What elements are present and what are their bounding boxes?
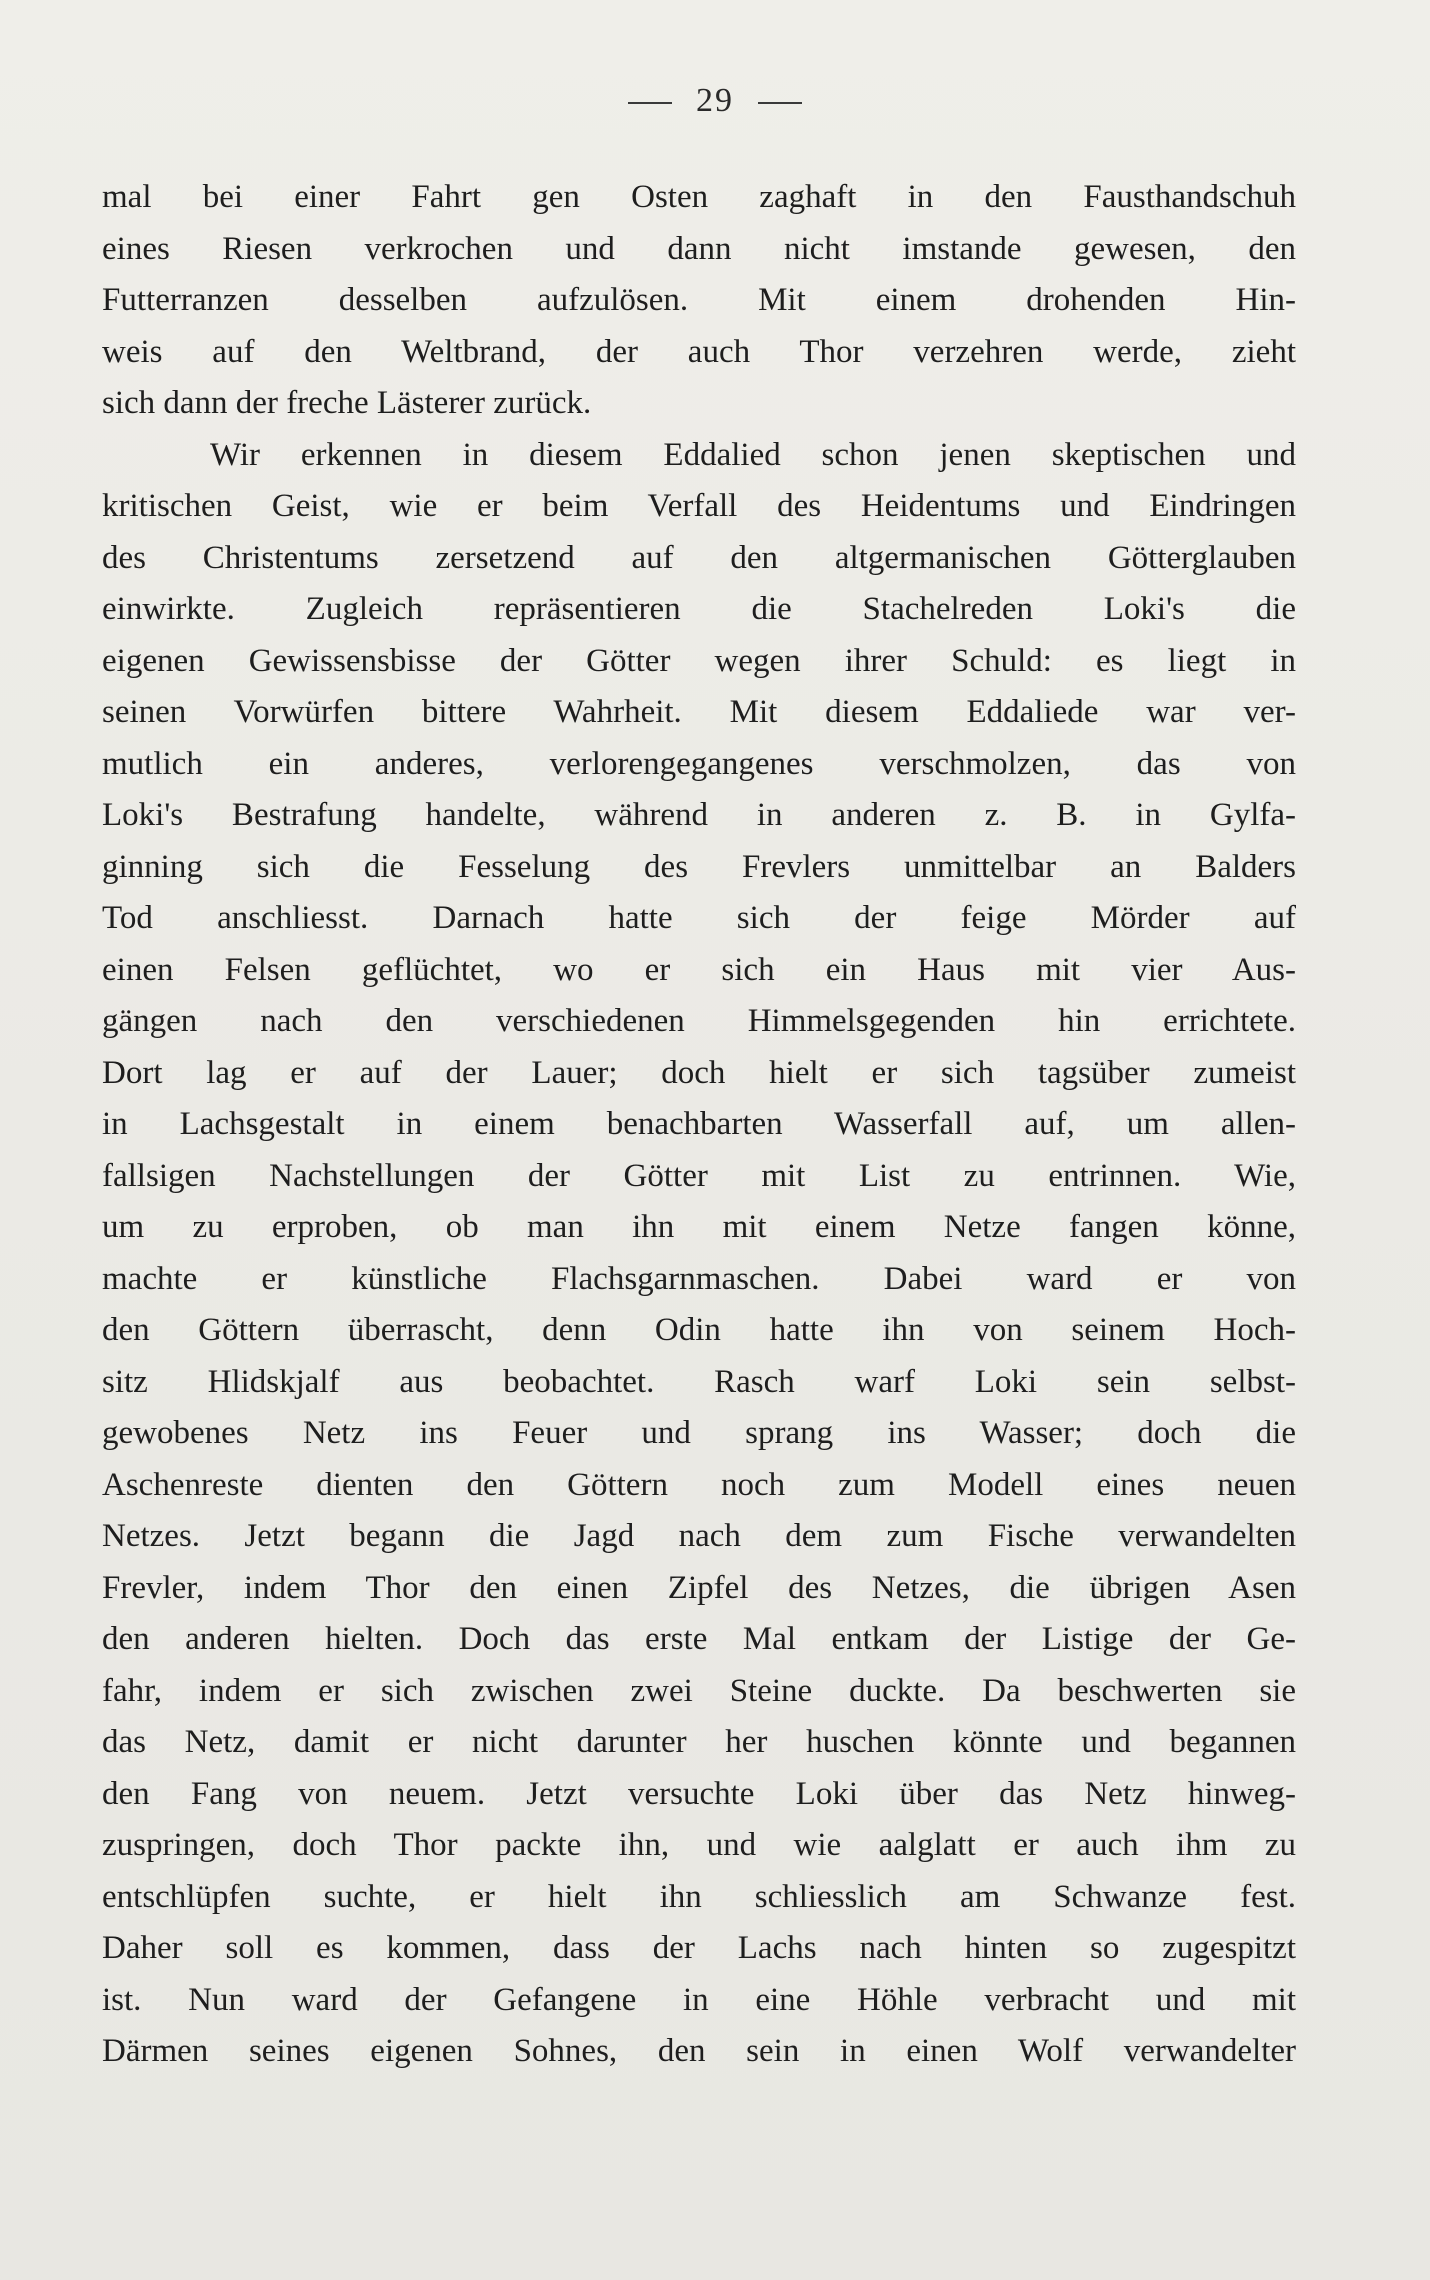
paragraph-2 xyxy=(102,430,1296,2078)
text-line: einwirkte. Zugleich repräsentieren die Stachelreden Loki's die xyxy=(102,591,1296,627)
text-line: Daher soll es kommen, dass der Lachs nach hinten so zugespitzt xyxy=(102,1930,1296,1966)
text-line: weis auf den Weltbrand, der auch Thor verzehren werde, zieht xyxy=(102,333,1296,370)
page-number-value: 29 xyxy=(696,82,734,119)
text-line: sich dann der freche Lästerer zurück. xyxy=(102,385,592,421)
text-line: zuspringen, doch Thor packte ihn, und wie aalglatt er auch ihm zu xyxy=(102,1827,1296,1863)
text-line: eigenen Gewissensbisse der Götter wegen ihrer Schuld: es liegt in xyxy=(102,642,1296,679)
page-number-dash-left xyxy=(628,102,672,104)
text-line: Wir erkennen in diesem Eddalied schon jenen skeptischen und xyxy=(210,436,1296,473)
text-line: Därmen seines eigenen Sohnes, den sein in einen Wolf verwandelter xyxy=(102,2033,1296,2069)
text-line: entschlüpfen suchte, er hielt ihn schliesslich am Schwanze fest. xyxy=(102,1878,1296,1915)
text-line: gängen nach den verschiedenen Himmelsgegenden hin errichtete. xyxy=(102,1003,1296,1039)
text-line: Loki's Bestrafung handelte, während in anderen z. B. in Gylfa- xyxy=(102,797,1296,833)
text-line: mutlich ein anderes, verlorengegangenes verschmolzen, das von xyxy=(102,745,1296,782)
text-line: ginning sich die Fesselung des Frevlers unmittelbar an Balders xyxy=(102,848,1296,885)
text-line: in Lachsgestalt in einem benachbarten Wasserfall auf, um allen- xyxy=(102,1106,1296,1142)
text-line: ist. Nun ward der Gefangene in eine Höhle verbracht und mit xyxy=(102,1981,1296,2018)
text-line: seinen Vorwürfen bittere Wahrheit. Mit diesem Eddaliede war ver- xyxy=(102,694,1296,730)
text-line: fallsigen Nachstellungen der Götter mit List zu entrinnen. Wie, xyxy=(102,1157,1296,1194)
text-line: sitz Hlidskjalf aus beobachtet. Rasch warf Loki sein selbst- xyxy=(102,1363,1296,1400)
body-text xyxy=(102,172,1296,2078)
page-number xyxy=(0,82,1430,120)
text-line: kritischen Geist, wie er beim Verfall des Heidentums und Eindringen xyxy=(102,488,1296,524)
text-line: Futterranzen desselben aufzulösen. Mit einem drohenden Hin- xyxy=(102,282,1296,318)
text-line: den Fang von neuem. Jetzt versuchte Loki über das Netz hinweg- xyxy=(102,1775,1296,1812)
text-line: Tod anschliesst. Darnach hatte sich der feige Mörder auf xyxy=(102,900,1296,936)
page-number-dash-right xyxy=(758,102,802,104)
text-line: um zu erproben, ob man ihn mit einem Netze fangen könne, xyxy=(102,1209,1296,1245)
text-line: gewobenes Netz ins Feuer und sprang ins Wasser; doch die xyxy=(102,1415,1296,1451)
text-line: Netzes. Jetzt begann die Jagd nach dem zum Fische verwandelten xyxy=(102,1518,1296,1554)
text-line: fahr, indem er sich zwischen zwei Steine duckte. Da beschwerten sie xyxy=(102,1672,1296,1709)
text-line: machte er künstliche Flachsgarnmaschen. Dabei ward er von xyxy=(102,1260,1296,1297)
text-line: den Göttern überrascht, denn Odin hatte ihn von seinem Hoch- xyxy=(102,1312,1296,1348)
text-line: den anderen hielten. Doch das erste Mal entkam der Listige der Ge- xyxy=(102,1621,1296,1657)
text-line: Frevler, indem Thor den einen Zipfel des Netzes, die übrigen Asen xyxy=(102,1569,1296,1606)
text-line: das Netz, damit er nicht darunter her huschen könnte und begannen xyxy=(102,1724,1296,1760)
text-line: Dort lag er auf der Lauer; doch hielt er sich tagsüber zumeist xyxy=(102,1054,1296,1091)
text-line: mal bei einer Fahrt gen Osten zaghaft in den Fausthandschuh xyxy=(102,179,1296,215)
text-line: eines Riesen verkrochen und dann nicht imstande gewesen, den xyxy=(102,230,1296,267)
text-line: Aschenreste dienten den Göttern noch zum Modell eines neuen xyxy=(102,1466,1296,1503)
text-line: des Christentums zersetzend auf den altgermanischen Götterglauben xyxy=(102,539,1296,576)
text-line: einen Felsen geflüchtet, wo er sich ein Haus mit vier Aus- xyxy=(102,951,1296,988)
paragraph-1 xyxy=(102,172,1296,430)
